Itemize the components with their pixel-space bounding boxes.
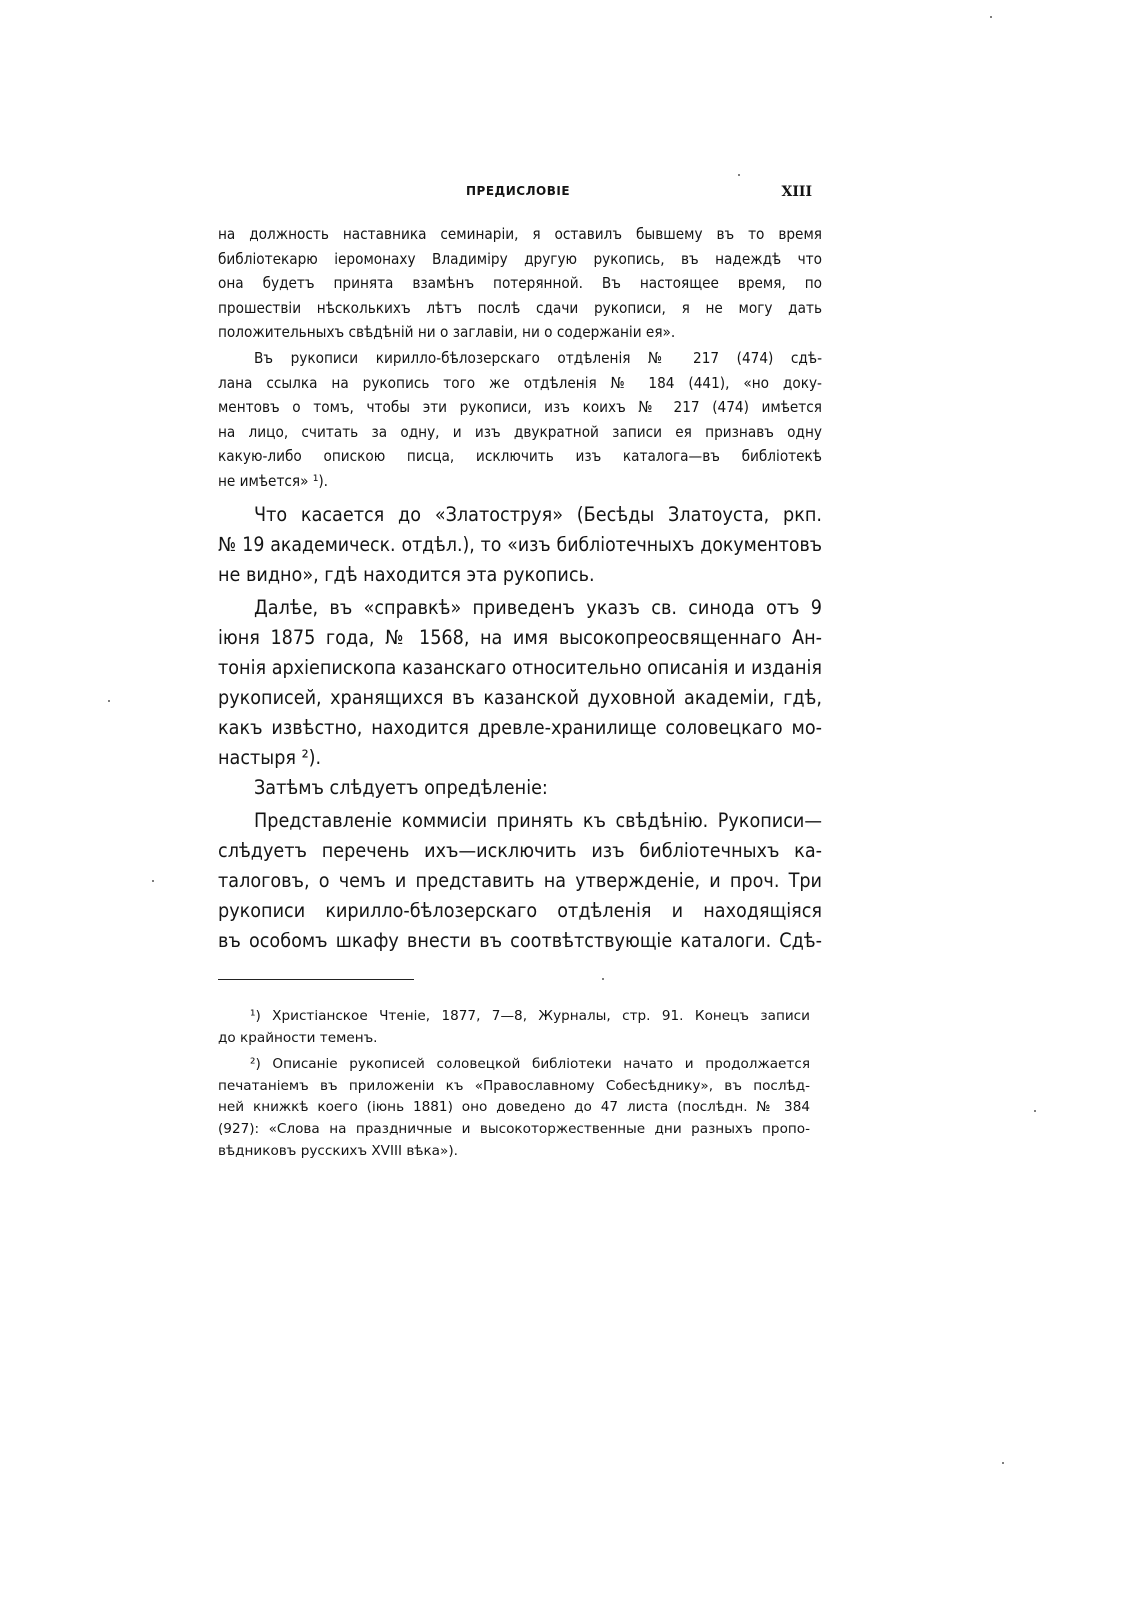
- text-line: какую-либо опискою писца, исключить изъ каталога—въ библіотекѣ: [218, 447, 822, 466]
- page-number: XIII: [781, 184, 812, 200]
- text-line: ментовъ о томъ, чтобы эти рукописи, изъ коихъ № 217 (474) имѣется: [218, 398, 822, 417]
- text-line: рукописи кирилло-бѣлозерскаго отдѣленія и находящіяся: [218, 899, 822, 922]
- text-line: талоговъ, о чемъ и представить на утвержденіе, и проч. Три: [218, 869, 822, 892]
- text-line: библіотекарю іеромонаху Владиміру другую рукопись, въ надеждѣ что: [218, 249, 822, 268]
- footnote-1: [218, 1006, 810, 1049]
- paragraph-continuation: [218, 222, 822, 345]
- text-line: въ особомъ шкафу внести въ соотвѣтствующіе каталоги. Сдѣ-: [218, 929, 822, 952]
- text-line: рукописей, хранящихся въ казанской духовной академіи, гдѣ,: [218, 686, 822, 709]
- scan-speck: [108, 700, 110, 702]
- footnote-line: до крайности теменъ.: [218, 1029, 378, 1046]
- text-line: положительныхъ свѣдѣній ни о заглавіи, ни о содержаніи ея».: [218, 323, 676, 342]
- paragraph-determination-heading: [218, 773, 822, 803]
- text-line: не имѣется» ¹).: [218, 471, 328, 490]
- footnote-line: (927): «Слова на праздничные и высокоторжественные дни разныхъ пропо-: [218, 1121, 810, 1138]
- text-line: Затѣмъ слѣдуетъ опредѣленіе:: [254, 776, 548, 799]
- text-line: на должность наставника семинаріи, я оставилъ бывшему въ то время: [218, 225, 822, 243]
- text-line: прошествіи нѣсколькихъ лѣтъ послѣ сдачи рукописи, я не могу дать: [218, 298, 822, 317]
- footnote-2: [218, 1054, 810, 1162]
- running-title: ПРЕДИСЛОВІЕ: [466, 184, 571, 198]
- text-line: тонія архіепископа казанскаго относительно описанія и изданія: [218, 656, 822, 679]
- footnote-line: ¹) Христіанское Чтеніе, 1877, 7—8, Журналы, стр. 91. Конецъ записи: [250, 1008, 810, 1024]
- text-line: Въ рукописи кирилло-бѣлозерскаго отдѣленія № 217 (474) сдѣ-: [254, 349, 822, 367]
- scan-speck: [990, 16, 992, 18]
- text-line: какъ извѣстно, находится древле-хранилище соловецкаго мо-: [218, 716, 822, 739]
- scan-speck: [738, 174, 740, 176]
- text-line: она будетъ принята взамѣнъ потерянной. Въ настоящее время, по: [218, 274, 822, 293]
- scan-speck: [1002, 1462, 1004, 1464]
- running-head: [218, 184, 818, 204]
- scan-speck: [602, 978, 604, 980]
- paragraph-synod-decree: [218, 593, 822, 773]
- text-line: іюня 1875 года, № 1568, на имя высокопреосвященнаго Ан-: [218, 626, 822, 649]
- text-line: Что касается до «Златоструя» (Бесѣды Златоуста, ркп.: [254, 503, 822, 526]
- text-line: не видно», гдѣ находится эта рукопись.: [218, 563, 595, 586]
- scan-speck: [1034, 1110, 1036, 1112]
- text-line: на лицо, считать за одну, и изъ двукратной записи ея признавъ одну: [218, 422, 822, 441]
- footnote-line: печатаніемъ въ приложеніи къ «Православному Собесѣднику», въ послѣд-: [218, 1077, 810, 1094]
- text-line: № 19 академическ. отдѣл.), то «изъ библіотечныхъ документовъ: [218, 533, 822, 556]
- footnote-line: ²) Описаніе рукописей соловецкой библіотеки начато и продолжается: [250, 1056, 810, 1072]
- text-line: Представленіе коммисіи принять къ свѣдѣнію. Рукописи—: [254, 809, 822, 832]
- paragraph-determination: [218, 806, 822, 956]
- text-line: лана ссылка на рукопись того же отдѣленія № 184 (441), «но доку-: [218, 373, 822, 392]
- text-line: Далѣе, въ «справкѣ» приведенъ указъ св. синода отъ 9: [254, 596, 822, 619]
- footnote-line: ней книжкѣ коего (іюнь 1881) оно доведено до 47 листа (послѣдн. № 384: [218, 1099, 810, 1116]
- paragraph-manuscript-reference: [218, 346, 822, 494]
- scan-speck: [152, 880, 154, 882]
- footnote-line: вѣдниковъ русскихъ XVIII вѣка»).: [218, 1142, 458, 1159]
- paragraph-zlatostruy: [218, 500, 822, 590]
- footnote-rule: [218, 979, 414, 980]
- text-line: настыря ²).: [218, 746, 322, 769]
- text-line: слѣдуетъ перечень ихъ—исключить изъ библіотечныхъ ка-: [218, 839, 822, 862]
